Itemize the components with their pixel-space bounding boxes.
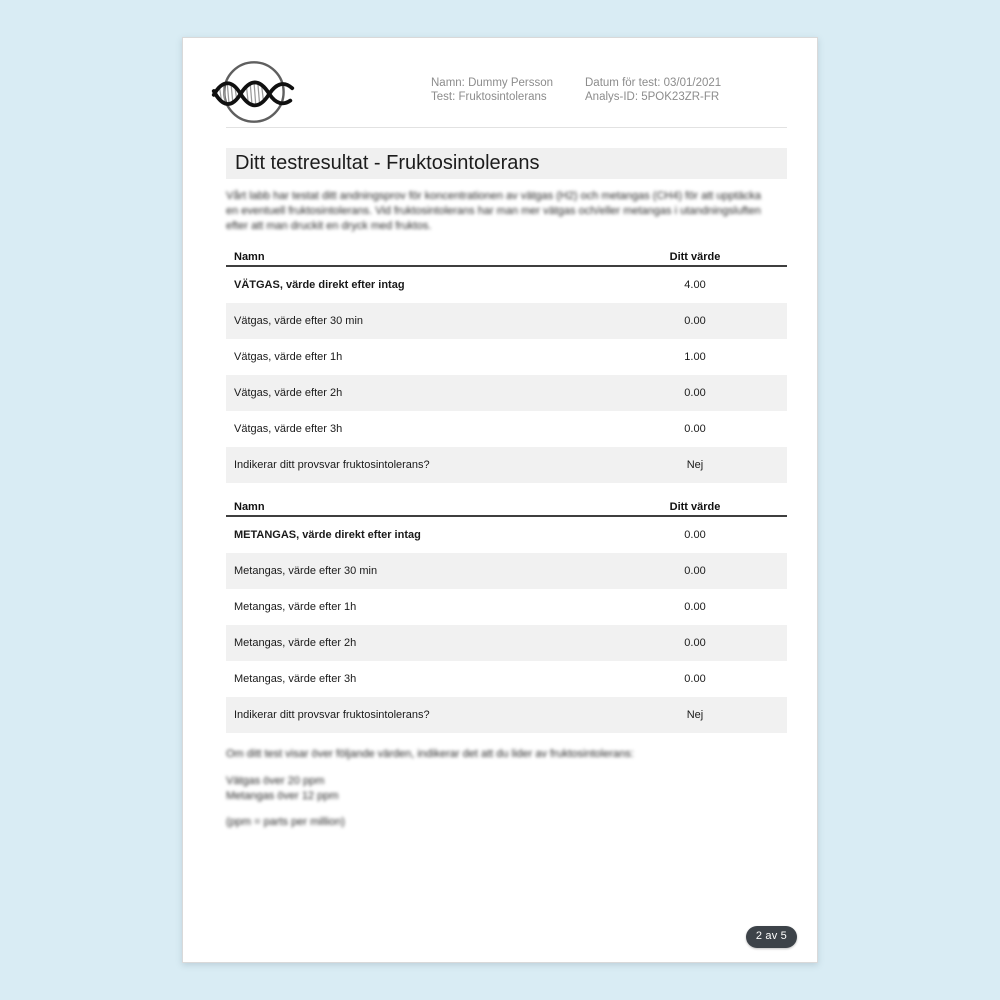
table-row — [226, 517, 787, 553]
test-name: Test: Fruktosintolerans — [431, 90, 547, 103]
row-value: 0.00 — [684, 529, 706, 541]
row-value: 0.00 — [684, 387, 706, 399]
row-name: Indikerar ditt provsvar fruktosintolerans? — [234, 459, 430, 471]
table-header-row — [226, 247, 787, 267]
analysis-id: Analys-ID: 5POK23ZR-FR — [585, 90, 720, 103]
row-value: Nej — [686, 459, 704, 471]
row-value: 0.00 — [684, 423, 706, 435]
row-name: Metangas, värde efter 3h — [234, 673, 357, 685]
column-header-name: Namn — [234, 251, 265, 263]
results-table-methane — [226, 497, 787, 733]
row-value: 1.00 — [684, 351, 706, 363]
dna-helix-logo-icon — [209, 53, 297, 136]
row-value: 0.00 — [684, 315, 706, 327]
patient-info — [431, 77, 553, 104]
document-page — [182, 37, 818, 963]
row-value: 0.00 — [684, 637, 706, 649]
threshold-intro-blurred: Om ditt test visar över följande värden, indikerar det att du lider av fruktosintolerans: — [226, 748, 634, 760]
row-name: Vätgas, värde efter 2h — [234, 387, 343, 399]
row-name: VÄTGAS, värde direkt efter intag — [234, 279, 405, 291]
document-header — [183, 38, 817, 127]
table-row — [226, 303, 787, 339]
column-header-value: Ditt värde — [669, 501, 721, 513]
row-name: Indikerar ditt provsvar fruktosintolerans? — [234, 709, 430, 721]
results-table-hydrogen — [226, 247, 787, 483]
row-name: METANGAS, värde direkt efter intag — [234, 529, 421, 541]
patient-name: Namn: Dummy Persson — [431, 77, 554, 89]
intro-paragraph-blurred — [226, 189, 787, 234]
table-row — [226, 625, 787, 661]
threshold-methane: Metangas över 12 ppm — [226, 790, 339, 802]
row-name: Metangas, värde efter 1h — [234, 601, 357, 613]
column-header-value: Ditt värde — [669, 251, 721, 263]
page-title: Ditt testresultat - Fruktosintolerans — [226, 148, 787, 179]
table-row — [226, 553, 787, 589]
threshold-values-blurred — [226, 774, 787, 804]
table-row — [226, 589, 787, 625]
row-value: 0.00 — [684, 673, 706, 685]
row-name: Metangas, värde efter 2h — [234, 637, 357, 649]
header-divider — [226, 127, 787, 128]
row-value: 0.00 — [684, 565, 706, 577]
page-number-badge: 2 av 5 — [746, 926, 797, 948]
table-row — [226, 661, 787, 697]
test-meta — [585, 77, 721, 104]
table-row — [226, 411, 787, 447]
ppm-note-blurred: (ppm = parts per million) — [226, 816, 345, 828]
table-row — [226, 267, 787, 303]
intro-line: en eventuell fruktosintolerans. Vid fruktosintolerans har man mer vätgas och/eller metangas i utandningsluften — [226, 205, 761, 217]
intro-line: efter att man druckit en dryck med fruktos. — [226, 220, 432, 232]
column-header-name: Namn — [234, 501, 265, 513]
row-name: Vätgas, värde efter 3h — [234, 423, 343, 435]
test-date: Datum för test: 03/01/2021 — [585, 77, 722, 89]
table-row — [226, 697, 787, 733]
row-value: Nej — [686, 709, 704, 721]
row-name: Vätgas, värde efter 30 min — [234, 315, 364, 327]
row-value: 0.00 — [684, 601, 706, 613]
row-name: Metangas, värde efter 30 min — [234, 565, 378, 577]
threshold-hydrogen: Vätgas över 20 ppm — [226, 775, 325, 787]
table-row — [226, 447, 787, 483]
table-row — [226, 339, 787, 375]
row-name: Vätgas, värde efter 1h — [234, 351, 343, 363]
table-row — [226, 375, 787, 411]
document-body — [226, 148, 787, 829]
intro-line: Vårt labb har testat ditt andningsprov för koncentrationen av vätgas (H2) och metangas (CH4) för att upptäcka — [226, 190, 762, 202]
table-header-row — [226, 497, 787, 517]
row-value: 4.00 — [684, 279, 706, 291]
